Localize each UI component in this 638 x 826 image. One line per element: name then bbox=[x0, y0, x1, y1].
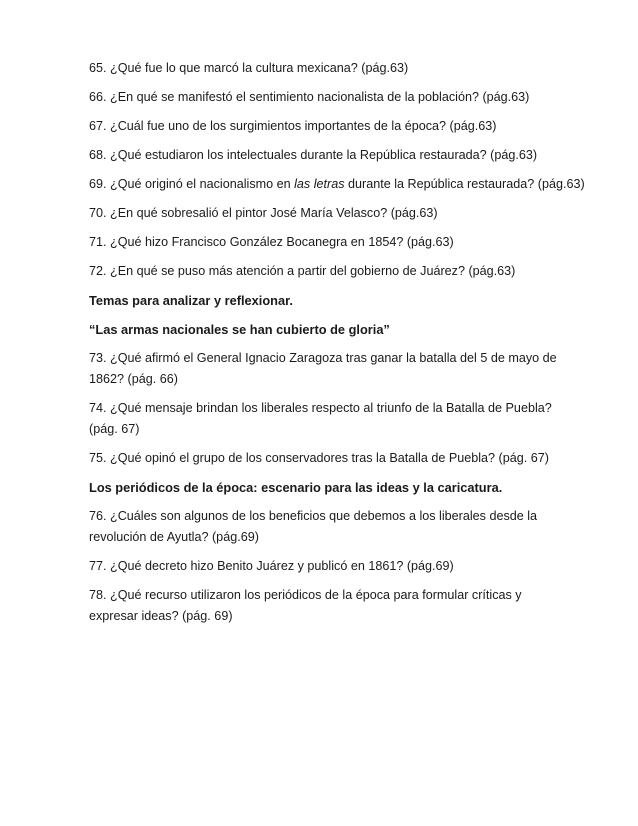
question-67: 67. ¿Cuál fue uno de los surgimientos importantes de la época? (pág.63) bbox=[89, 119, 497, 133]
question-77: 77. ¿Qué decreto hizo Benito Juárez y publicó en 1861? (pág.69) bbox=[89, 559, 454, 573]
question-68: 68. ¿Qué estudiaron los intelectuales durante la República restaurada? (pág.63) bbox=[89, 148, 538, 162]
question-69-italic: las letras bbox=[294, 177, 345, 191]
question-75: 75. ¿Qué opinó el grupo de los conservadores tras la Batalla de Puebla? (pág. 67) bbox=[89, 451, 549, 465]
question-71: 71. ¿Qué hizo Francisco González Bocanegra en 1854? (pág.63) bbox=[89, 235, 454, 249]
question-76: 76. ¿Cuáles son algunos de los beneficios que debemos a los liberales desde la revolución de Ayutla? (pág.69) bbox=[89, 509, 538, 544]
section-heading-topics: Temas para analizar y reflexionar. bbox=[89, 293, 293, 308]
question-69-start: 69. ¿Qué originó el nacionalismo en bbox=[89, 177, 295, 191]
document-page bbox=[89, 58, 585, 635]
question-69-end: durante la República restaurada? (pág.63) bbox=[344, 177, 585, 191]
question-70: 70. ¿En qué sobresalió el pintor José María Velasco? (pág.63) bbox=[89, 206, 438, 220]
question-73: 73. ¿Qué afirmó el General Ignacio Zaragoza tras ganar la batalla del 5 de mayo de 1862? (pág. 66) bbox=[89, 351, 557, 386]
question-78: 78. ¿Qué recurso utilizaron los periódicos de la época para formular críticas y expresar ideas? (pág. 69) bbox=[89, 588, 522, 623]
section-heading-newspapers: Los periódicos de la época: escenario para las ideas y la caricatura. bbox=[89, 480, 503, 495]
question-66: 66. ¿En qué se manifestó el sentimiento nacionalista de la población? (pág.63) bbox=[89, 90, 530, 104]
section-heading-quote: “Las armas nacionales se han cubierto de gloria” bbox=[89, 322, 390, 337]
question-74: 74. ¿Qué mensaje brindan los liberales respecto al triunfo de la Batalla de Puebla? (pág. 67) bbox=[89, 401, 552, 436]
question-65: 65. ¿Qué fue lo que marcó la cultura mexicana? (pág.63) bbox=[89, 61, 409, 75]
question-72: 72. ¿En qué se puso más atención a partir del gobierno de Juárez? (pág.63) bbox=[89, 264, 516, 278]
question-69 bbox=[89, 174, 585, 195]
